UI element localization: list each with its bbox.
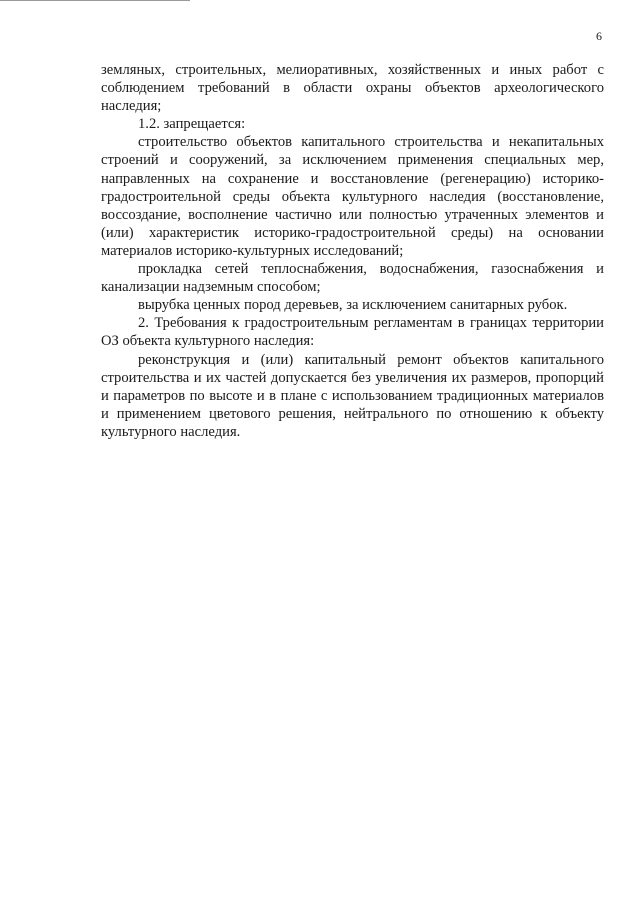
paragraph-section-2-heading: 2. Требования к градостроительным регламентам в границах территории ОЗ объекта культурного наследия: (101, 315, 604, 350)
page-number: 6 (596, 29, 602, 43)
document-body (101, 61, 604, 441)
paragraph-continuation: земляных, строительных, мелиоративных, хозяйственных и иных работ с соблюдением требований в области охраны объектов археологического наследия; (101, 62, 604, 115)
paragraph-item-1-2-heading: 1.2. запрещается: (138, 116, 246, 133)
paragraph-construction-prohibition: строительство объектов капитального строительства и некапитальных строений и сооружений, за исключением применения специальных мер, направленных на сохранение и восстановление (регенерацию) историко-градостроительной среды объекта культурного наследия (восстановление, воссоздание, восполнение частично или полностью утраченных элементов и (или) характеристик историко-градостроительной среды) на основании материалов историко-культурных исследований; (101, 134, 604, 259)
paragraph-tree-felling: вырубка ценных пород деревьев, за исключением санитарных рубок. (138, 297, 568, 314)
paragraph-utility-networks: прокладка сетей теплоснабжения, водоснабжения, газоснабжения и канализации надземным способом; (101, 261, 604, 296)
paragraph-reconstruction-rules: реконструкция и (или) капитальный ремонт объектов капитального строительства и их частей допускается без увеличения их размеров, пропорций и параметров по высоте и в плане с использованием традиционных материалов и применением цветового решения, нейтрального по отношению к объекту культурного наследия. (101, 351, 604, 440)
scan-edge-line (0, 0, 190, 1)
